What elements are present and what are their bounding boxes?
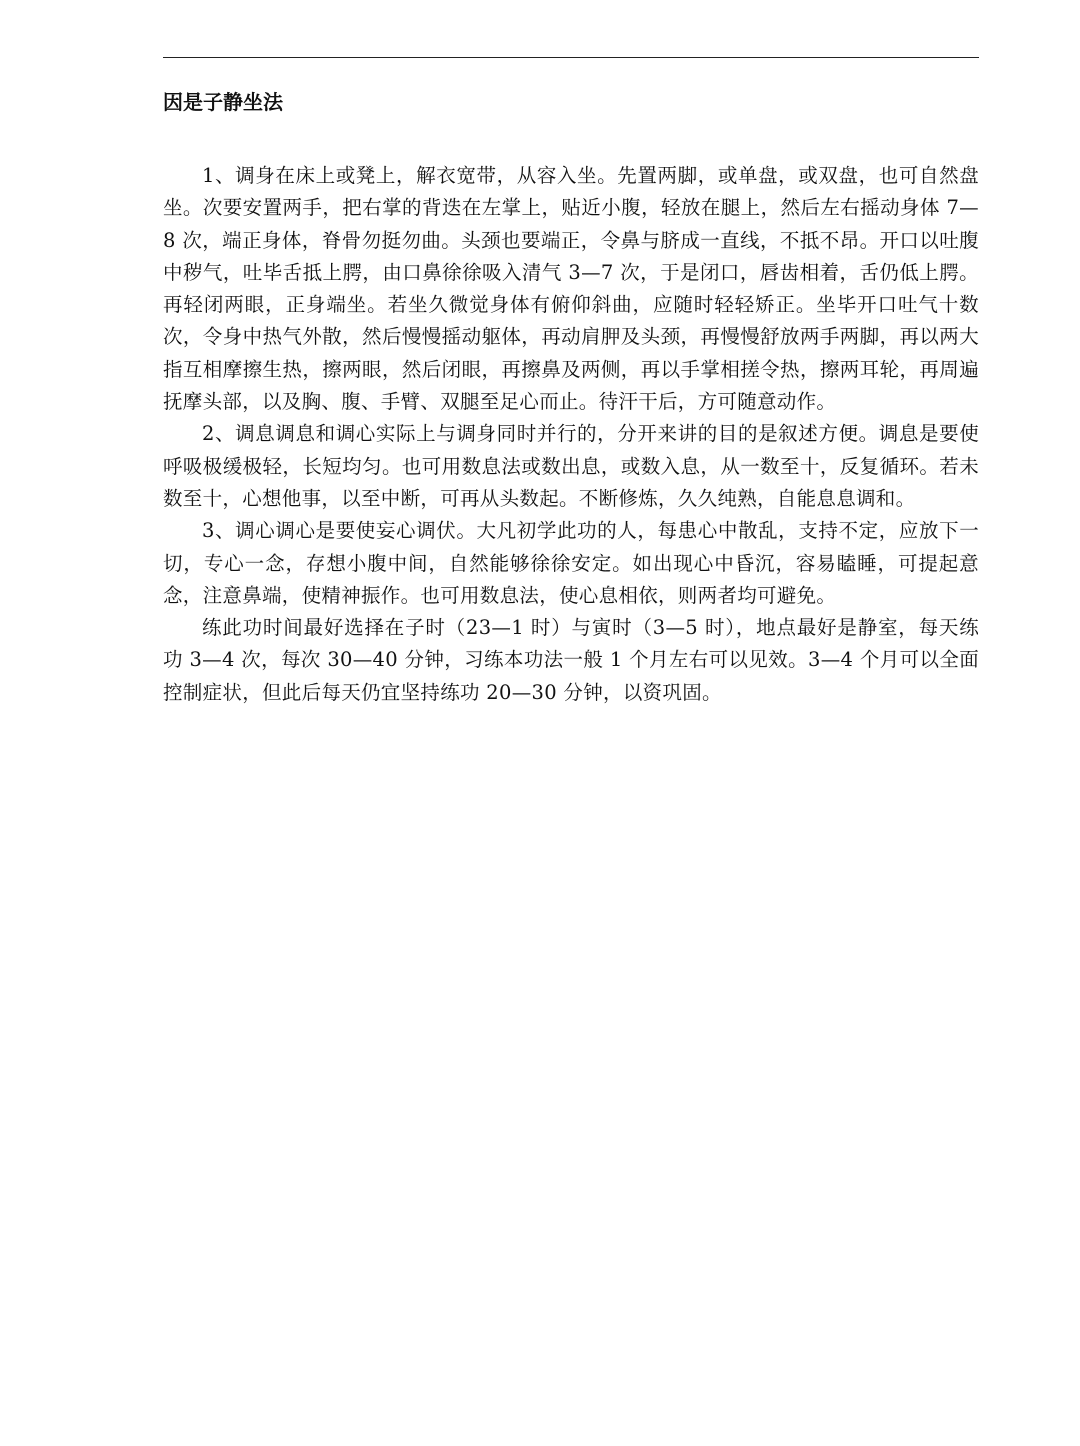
paragraph-adjust-mind: 3、调心调心是要使妄心调伏。大凡初学此功的人，每患心中散乱，支持不定，应放下一切，专心一念，存想小腹中间，自然能够徐徐安定。如出现心中昏沉，容易瞌睡，可提起意念，注意鼻端，使精神振作。也可用数息法，使心息相依，则两者均可避免。 [163,519,979,607]
paragraph-adjust-body: 1、调身在床上或凳上，解衣宽带，从容入坐。先置两脚，或单盘，或双盘，也可自然盘坐。次要安置两手，把右掌的背迭在左掌上，贴近小腹，轻放在腿上，然后左右摇动身体 7—8 次，端正身体，脊骨勿挺勿曲。头颈也要端正，令鼻与脐成一直线，不抵不昂。开口以吐腹中秽气，吐毕舌抵上腭，由口鼻徐徐吸入清气 3—7 次，于是闭口，唇齿相着，舌仍低上腭。再轻闭两眼，正身端坐。若坐久微觉身体有俯仰斜曲，应随时轻轻矫正。坐毕开口吐气十数次，令身中热气外散，然后慢慢摇动躯体，再动肩胛及头颈，再慢慢舒放两手两脚，再以两大指互相摩擦生热，擦两眼，然后闭眼，再擦鼻及两侧，再以手掌相搓令热，擦两耳轮，再周遍抚摩头部，以及胸、腹、手臂、双腿至足心而止。待汗干后，方可随意动作。 [163,164,979,414]
paragraph-practice-schedule: 练此功时间最好选择在子时（23—1 时）与寅时（3—5 时），地点最好是静室，每天练功 3—4 次，每次 30—40 分钟，习练本功法一般 1 个月左右可以见效。3—4 个月可以全面控制症状，但此后每天仍宜坚持练功 20—30 分钟，以资巩固。 [163,616,979,704]
paragraph-adjust-breath: 2、调息调息和调心实际上与调身同时并行的，分开来讲的目的是叙述方便。调息是要使呼吸极缓极轻，长短均匀。也可用数息法或数出息，或数入息，从一数至十，反复循环。若未数至十，心想他事，以至中断，可再从头数起。不断修炼，久久纯熟，自能息息调和。 [163,422,979,510]
header-rule [163,57,979,58]
document-title: 因是子静坐法 [163,90,283,114]
document-body [163,160,979,709]
